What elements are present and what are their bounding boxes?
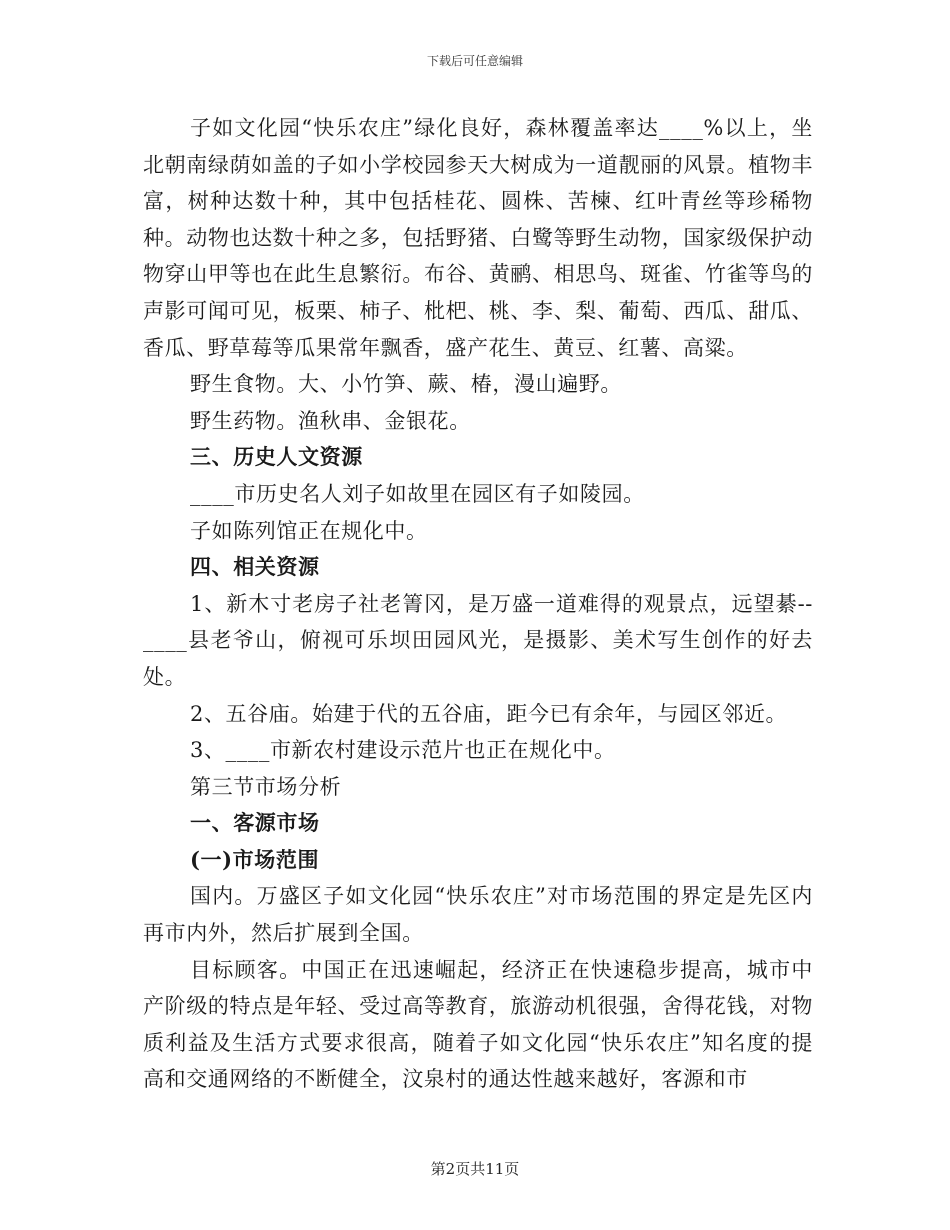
paragraph-wild-food: 野生食物。大、小竹笋、蕨、椿，漫山遍野。	[190, 372, 622, 397]
document-body	[143, 110, 813, 1098]
paragraph-target-customers: 目标顾客。中国正在迅速崛起，经济正在快速稳步提高，城市中产阶级的特点是年轻、受过高等教育，旅游动机很强，舍得花钱，对物质利益及生活方式要求很高，随着子如文化园“快乐农庄”知名度的提高和交通网络的不断健全，汶泉村的通达性越来越好，客源和市	[143, 957, 813, 1092]
heading-market-analysis: 第三节市场分析	[190, 774, 342, 799]
heading-related-resources: 四、相关资源	[190, 554, 320, 580]
page-header: 下载后可任意编辑	[426, 54, 523, 68]
paragraph-temple: 2、五谷庙。始建于代的五谷庙，距今已有余年，与园区邻近。	[190, 701, 788, 726]
paragraph-exhibition-hall: 子如陈列馆正在规化中。	[190, 518, 428, 543]
paragraph-viewpoint: 1、新木寸老房子社老箐冈，是万盛一道难得的观景点，远望綦--____县老爷山，俯视可乐坝田园风光，是摄影、美术写生创作的好去处。	[143, 591, 813, 689]
heading-market-scope: (一)市场范围	[190, 846, 320, 872]
paragraph-wild-medicine: 野生药物。渔秋串、金银花。	[190, 408, 471, 433]
paragraph-greening: 子如文化园“快乐农庄”绿化良好，森林覆盖率达____%以上，坐北朝南绿荫如盖的子如小学校园参天大树成为一道靓丽的风景。植物丰富，树种达数十种，其中包括桂花、圆株、苦楝、红叶青丝等珍稀物种。动物也达数十种之多，包括野猪、白鹭等野生动物，国家级保护动物穿山甲等也在此生息繁衍。布谷、黄鹂、相思鸟、斑雀、竹雀等鸟的声影可闻可见，板栗、柿子、枇杷、桃、李、梨、葡萄、西瓜、甜瓜、香瓜、野草莓等瓜果常年飘香，盛产花生、黄豆、红薯、高粱。	[143, 116, 813, 360]
heading-visitor-market: 一、客源市场	[190, 810, 320, 836]
paragraph-historic-figure: ____市历史名人刘子如故里在园区有子如陵园。	[190, 481, 645, 506]
paragraph-new-village: 3、____市新农村建设示范片也正在规化中。	[190, 738, 616, 763]
paragraph-domestic: 国内。万盛区子如文化园“快乐农庄”对市场范围的界定是先区内再市内外，然后扩展到全国。	[143, 884, 813, 946]
page-footer: 第2页共11页	[430, 1160, 520, 1178]
heading-history-culture: 三、历史人文资源	[190, 444, 363, 470]
